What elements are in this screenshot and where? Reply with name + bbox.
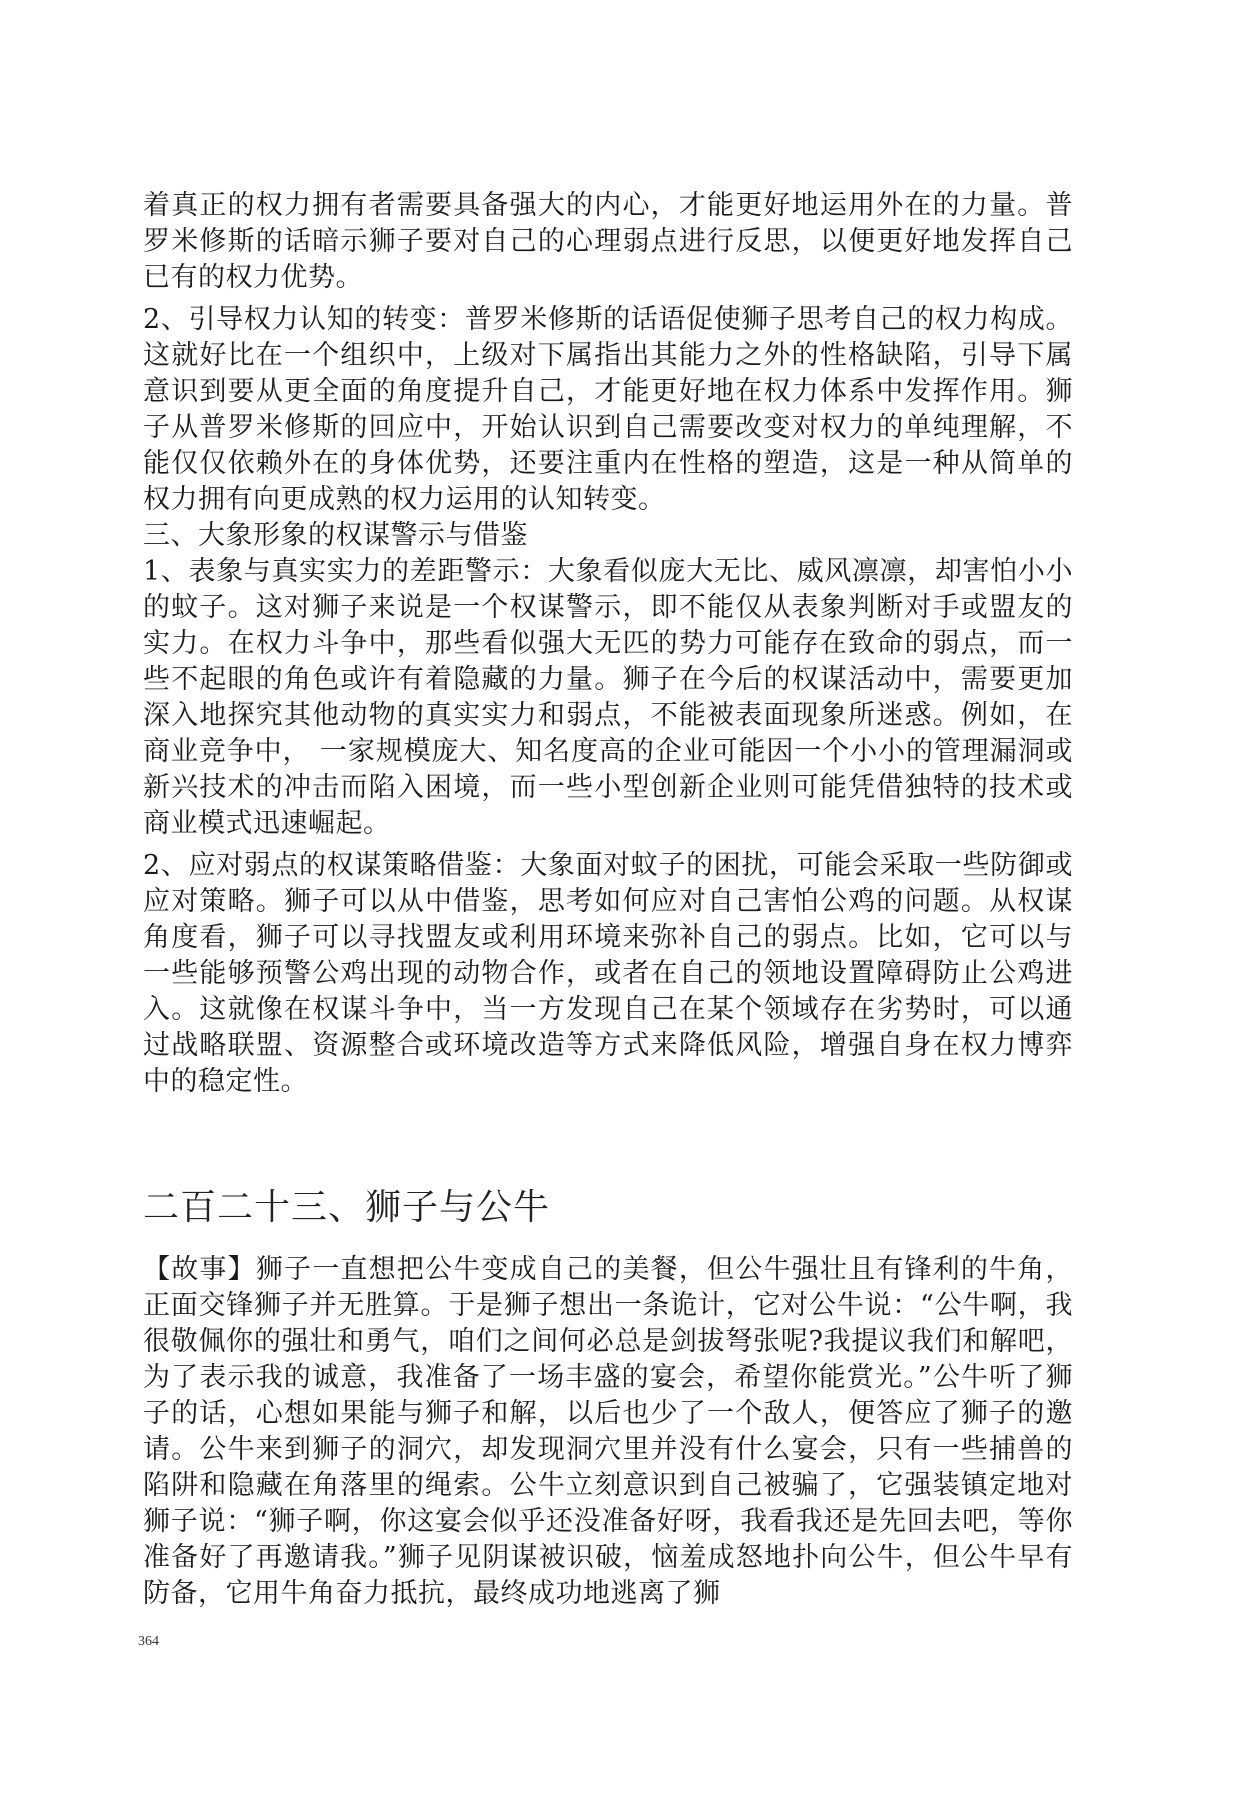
paragraph: 2、引导权力认知的转变：普罗米修斯的话语促使狮子思考自己的权力构成。这就好比在一个组织中，上级对下属指出其能力之外的性格缺陷，引导下属意识到要从更全面的角度提升自己，才能更好地在权力体系中发挥作用。狮子从普罗米修斯的回应中，开始认识到自己需要改变对权力的单纯理解，不能仅仅依赖外在的身体优势，还要注重内在性格的塑造，这是一种从简单的权力拥有向更成熟的权力运用的认知转变。 xyxy=(143,304,1073,515)
page-number: 364 xyxy=(138,1634,159,1649)
subheading: 三、大象形象的权谋警示与借鉴 xyxy=(143,520,528,551)
paragraph: 1、表象与真实实力的差距警示：大象看似庞大无比、威风凛凛，却害怕小小的蚊子。这对狮子来说是一个权谋警示，即不能仅从表象判断对手或盟友的实力。在权力斗争中，那些看似强大无匹的势力可能存在致命的弱点，而一些不起眼的角色或许有着隐藏的力量。狮子在今后的权谋活动中，需要更加深入地探究其他动物的真实实力和弱点，不能被表面现象所迷惑。例如，在商业竞争中， 一家规模庞大、知名度高的企业可能因一个小小的管理漏洞或新兴技术的冲击而陷入困境，而一些小型创新企业则可能凭借独特的技术或商业模式迅速崛起。 xyxy=(143,556,1073,839)
paragraph: 2、应对弱点的权谋策略借鉴：大象面对蚊子的困扰，可能会采取一些防御或应对策略。狮子可以从中借鉴，思考如何应对自己害怕公鸡的问题。从权谋角度看，狮子可以寻找盟友或利用环境来弥补自己的弱点。比如，它可以与一些能够预警公鸡出现的动物合作，或者在自己的领地设置障碍防止公鸡进入。这就像在权谋斗争中，当一方发现自己在某个领域存在劣势时，可以通过战略联盟、资源整合或环境改造等方式来降低风险，增强自身在权力博弈中的稳定性。 xyxy=(143,850,1073,1097)
paragraph: 着真正的权力拥有者需要具备强大的内心，才能更好地运用外在的力量。普罗米修斯的话暗示狮子要对自己的心理弱点进行反思，以便更好地发挥自己已有的权力优势。 xyxy=(143,190,1073,293)
body-text-upper xyxy=(143,188,1073,1106)
story-paragraph: 【故事】狮子一直想把公牛变成自己的美餐，但公牛强壮且有锋利的牛角，正面交锋狮子并无胜算。于是狮子想出一条诡计，它对公牛说：“公牛啊，我很敬佩你的强壮和勇气，咱们之间何必总是剑拔弩张呢?我提议我们和解吧，为了表示我的诚意，我准备了一场丰盛的宴会，希望你能赏光。”公牛听了狮子的话，心想如果能与狮子和解，以后也少了一个敌人，便答应了狮子的邀请。公牛来到狮子的洞穴，却发现洞穴里并没有什么宴会，只有一些捕兽的陷阱和隐藏在角落里的绳索。公牛立刻意识到自己被骗了，它强装镇定地对狮子说：“狮子啊，你这宴会似乎还没准备好呀，我看我还是先回去吧，等你准备好了再邀请我。”狮子见阴谋被识破，恼羞成怒地扑向公牛，但公牛早有防备，它用牛角奋力抵抗，最终成功地逃离了狮 xyxy=(143,1254,1073,1609)
section-title: 二百二十三、狮子与公牛 xyxy=(143,1187,551,1228)
body-text-story xyxy=(143,1252,1073,1618)
